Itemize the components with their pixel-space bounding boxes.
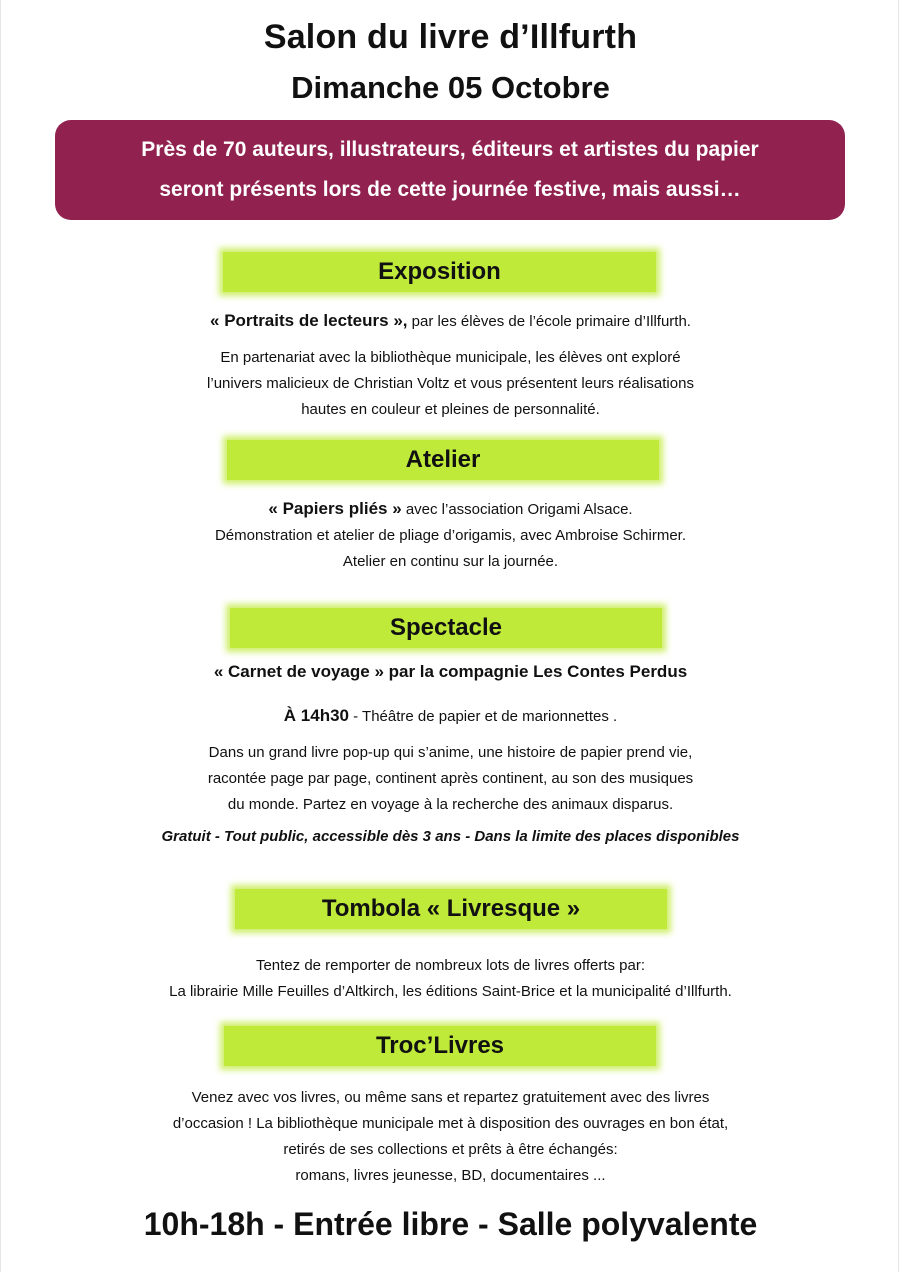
- atelier-lead-title: « Papiers pliés »: [268, 499, 402, 518]
- section-heading-exposition: Exposition: [223, 252, 656, 292]
- tombola-body: [1, 953, 899, 1005]
- event-date: Dimanche 05 Octobre: [291, 70, 610, 105]
- exposition-body-line: hautes en couleur et pleines de personnalité.: [301, 401, 600, 418]
- exposition-body-line: En partenariat avec la bibliothèque municipale, les élèves ont exploré: [220, 349, 681, 366]
- exposition-lead-text: par les élèves de l’école primaire d’Illfurth.: [407, 313, 691, 330]
- tombola-body-line: Tentez de remporter de nombreux lots de livres offerts par:: [255, 957, 646, 974]
- spectacle-time: [1, 703, 899, 730]
- troc-livres-body-line: romans, livres jeunesse, BD, documentaires ...: [295, 1167, 606, 1184]
- troc-livres-body-line: Venez avec vos livres, ou même sans et repartez gratuitement avec des livres: [191, 1089, 710, 1106]
- exposition-body-line: l’univers malicieux de Christian Voltz et vous présentent leurs réalisations: [207, 375, 694, 392]
- section-heading-tombola: Tombola « Livresque »: [235, 889, 667, 929]
- atelier-body: [1, 523, 899, 575]
- tombola-body-line: La librairie Mille Feuilles d’Altkirch, les éditions Saint-Brice et la municipalité d’Illfurth.: [169, 983, 732, 1000]
- spectacle-time-bold: À 14h30: [283, 706, 349, 725]
- exposition-lead-title: « Portraits de lecteurs »,: [210, 311, 408, 330]
- intro-line-2: seront présents lors de cette journée festive, mais aussi…: [159, 178, 741, 201]
- section-heading-atelier: Atelier: [227, 440, 659, 480]
- atelier-body-line: Démonstration et atelier de pliage d’origamis, avec Ambroise Schirmer.: [214, 527, 687, 544]
- spectacle-time-text: - Théâtre de papier et de marionnettes .: [348, 708, 618, 725]
- troc-livres-body-line: retirés de ses collections et prêts à être échangés:: [283, 1141, 618, 1158]
- spectacle-body-line: racontée page par page, continent après continent, au son des musiques: [207, 770, 694, 787]
- intro-line-1: Près de 70 auteurs, illustrateurs, éditeurs et artistes du papier: [141, 138, 759, 161]
- troc-livres-body-line: d’occasion ! La bibliothèque municipale met à disposition des ouvrages en bon état,: [172, 1115, 729, 1132]
- spectacle-body-line: Dans un grand livre pop-up qui s’anime, une histoire de papier prend vie,: [208, 744, 693, 761]
- exposition-lead: [1, 308, 899, 335]
- section-heading-spectacle: Spectacle: [230, 608, 662, 648]
- intro-banner: [55, 120, 845, 220]
- exposition-body: [1, 345, 899, 423]
- atelier-body-line: Atelier en continu sur la journée.: [342, 553, 559, 570]
- spectacle-body-line: du monde. Partez en voyage à la recherche des animaux disparus.: [227, 796, 674, 813]
- atelier-lead: [1, 496, 899, 523]
- page-title: Salon du livre d’Illfurth: [263, 18, 638, 56]
- footer-info: 10h-18h - Entrée libre - Salle polyvalente: [143, 1206, 758, 1242]
- troc-livres-body: [1, 1085, 899, 1189]
- atelier-lead-text: avec l’association Origami Alsace.: [401, 501, 633, 518]
- spectacle-body: [1, 740, 899, 818]
- spectacle-note: Gratuit - Tout public, accessible dès 3 ans - Dans la limite des places disponibles: [161, 828, 740, 845]
- spectacle-lead: « Carnet de voyage » par la compagnie Les Contes Perdus: [213, 662, 688, 681]
- section-heading-troc-livres: Troc’Livres: [224, 1026, 656, 1066]
